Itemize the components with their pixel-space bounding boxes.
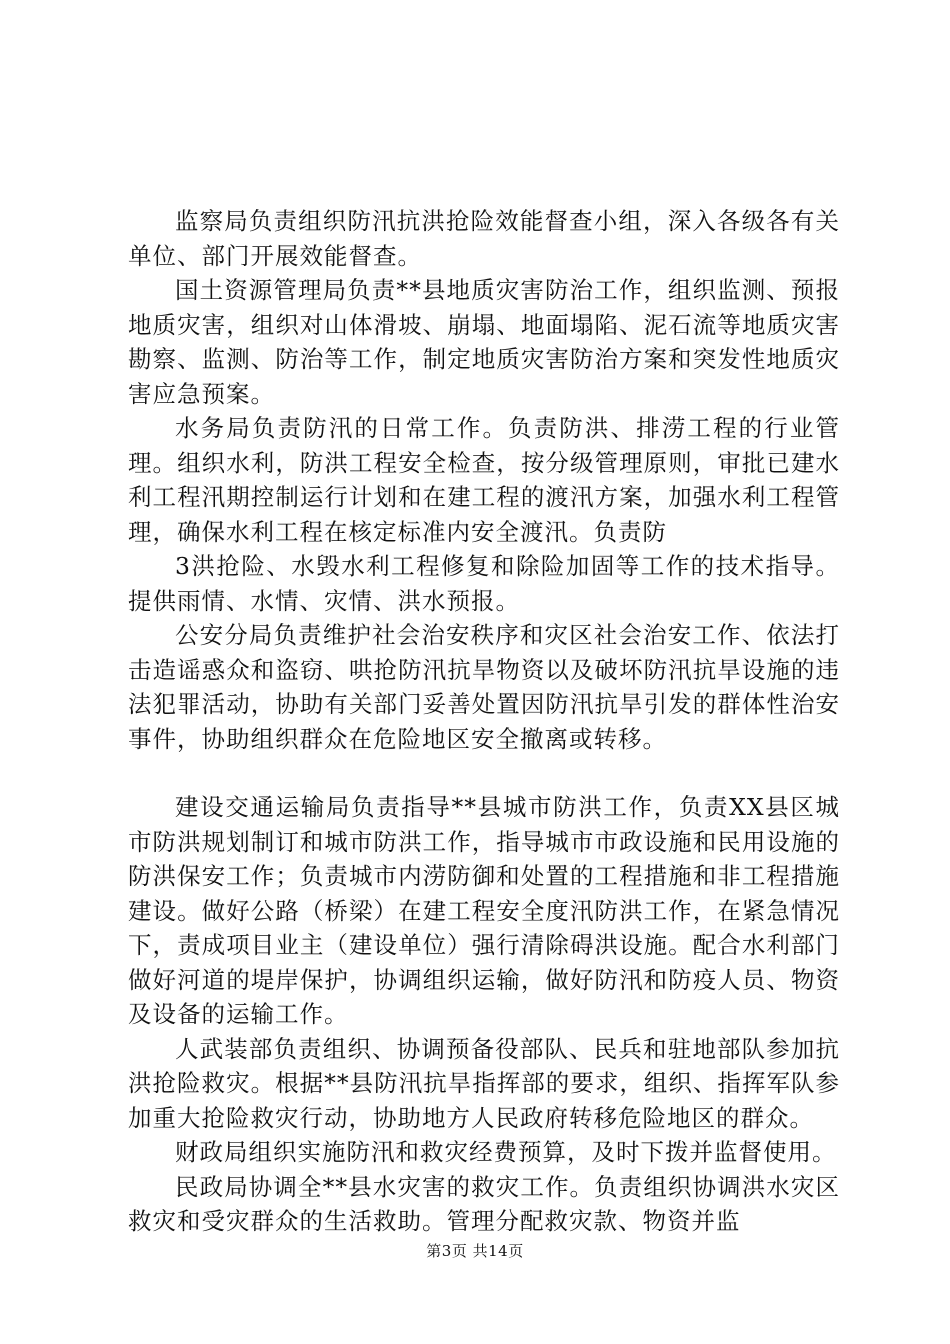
- paragraph-land-resources-bureau: 国土资源管理局负责**县地质灾害防治工作，组织监测、预报地质灾害，组织对山体滑坡、崩塌、地面塌陷、泥石流等地质灾害勘察、监测、防治等工作，制定地质灾害防治方案和突发性地质灾害应急预案。: [128, 276, 840, 408]
- paragraph-construction-transport-bureau: 建设交通运输局负责指导**县城市防洪工作，负责XX县区城市防洪规划制订和城市防洪工作，指导城市市政设施和民用设施的防洪保安工作；负责城市内涝防御和处置的工程措施和非工程措施建设。做好公路（桥梁）在建工程安全度汛防洪工作，在紧急情况下，责成项目业主（建设单位）强行清除碍洪设施。配合水利部门做好河道的堤岸保护，协调组织运输，做好防汛和防疫人员、物资及设备的运输工作。: [128, 793, 840, 1028]
- page-number-footer: 第3页 共14页: [426, 1242, 524, 1260]
- paragraph-finance-bureau: 财政局组织实施防汛和救灾经费预算，及时下拨并监督使用。: [175, 1138, 837, 1166]
- document-body: [128, 204, 840, 1239]
- paragraph-public-security-bureau: 公安分局负责维护社会治安秩序和灾区社会治安工作、依法打击造谣惑众和盗窃、哄抢防汛抗旱物资以及破坏防汛抗旱设施的违法犯罪活动，协助有关部门妥善处置因防汛抗旱引发的群体性治安事件，协助组织群众在危险地区安全撤离或转移。: [128, 621, 840, 753]
- paragraph-civil-affairs-bureau: 民政局协调全**县水灾害的救灾工作。负责组织协调洪水灾区救灾和受灾群众的生活救助。管理分配救灾款、物资并监: [128, 1172, 840, 1235]
- paragraph-water-affairs-bureau: 水务局负责防汛的日常工作。负责防洪、排涝工程的行业管理。组织水利，防洪工程安全检查，按分级管理原则，审批已建水利工程汛期控制运行计划和在建工程的渡汛方案，加强水利工程管理，确保水利工程在核定标准内安全渡汛。负责防: [128, 414, 840, 546]
- paragraph-water-affairs-continued: 3洪抢险、水毁水利工程修复和除险加固等工作的技术指导。提供雨情、水情、灾情、洪水预报。: [128, 552, 840, 615]
- paragraph-supervision-bureau: 监察局负责组织防汛抗洪抢险效能督查小组，深入各级各有关单位、部门开展效能督查。: [128, 207, 840, 270]
- paragraph-armed-forces-department: 人武装部负责组织、协调预备役部队、民兵和驻地部队参加抗洪抢险救灾。根据**县防汛抗旱指挥部的要求，组织、指挥军队参加重大抢险救灾行动，协助地方人民政府转移危险地区的群众。: [128, 1034, 840, 1132]
